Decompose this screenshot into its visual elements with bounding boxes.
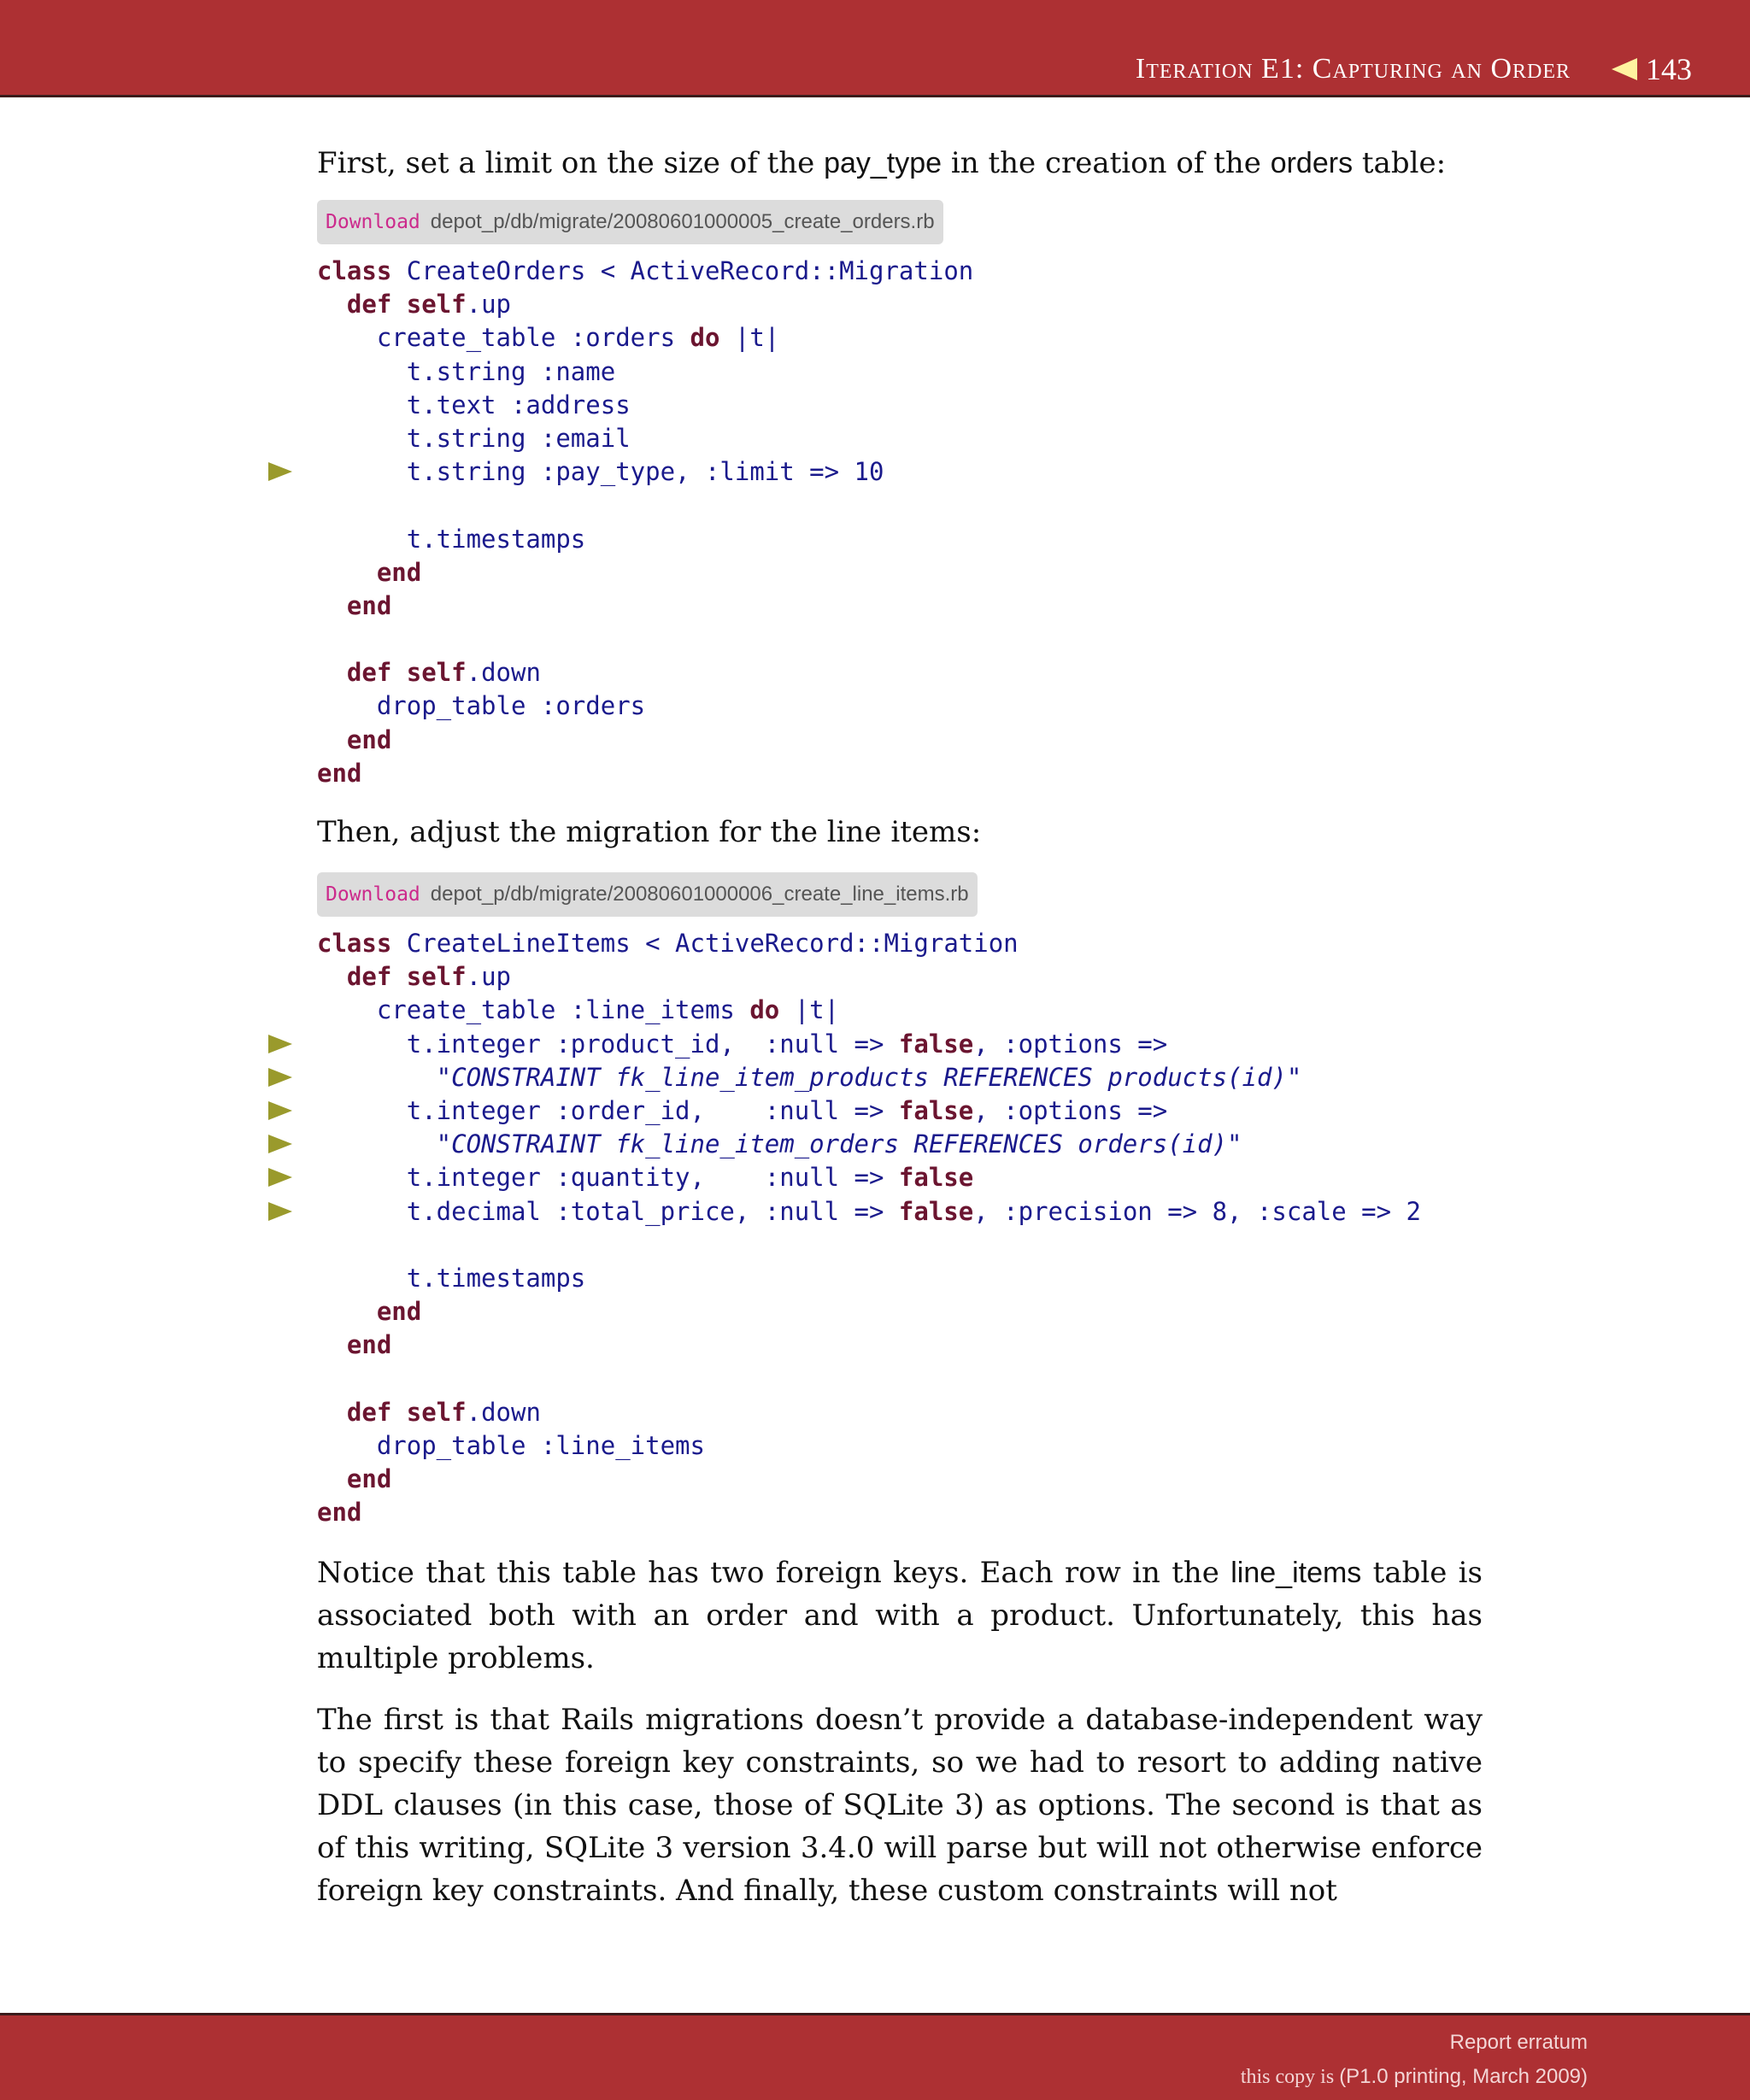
code-line-changed: t.decimal :total_price, :null => false, :precision => 8, :scale => 2 [317, 1195, 1513, 1229]
intro-text: table: [1353, 146, 1447, 180]
code-listing-create-orders [317, 255, 1513, 790]
code-line-blank [317, 1229, 1513, 1262]
code-line: end [317, 758, 362, 788]
copy-info [1241, 2065, 1588, 2089]
code-line: create_table :orders do |t| [317, 323, 780, 353]
code-line: end [317, 724, 392, 754]
paragraph-text: Notice that this table has two foreign keys. Each row in the [317, 1556, 1231, 1590]
code-line-blank [317, 623, 1513, 656]
then-paragraph: Then, adjust the migration for the line items: [317, 815, 982, 849]
code-line-changed: t.integer :product_id, :null => false, :options => [317, 1028, 1513, 1061]
change-marker-icon [268, 1035, 292, 1053]
code-line: create_table :line_items do |t| [317, 995, 840, 1025]
code-line: t.timestamps [317, 1263, 586, 1293]
body-paragraph-foreign-keys [317, 1552, 1483, 1680]
download-bar-create-orders[interactable] [317, 200, 943, 244]
code-line: end [317, 590, 392, 620]
code-line: def self.up [317, 290, 511, 320]
copy-text: this copy is [1240, 2066, 1340, 2088]
report-erratum-link[interactable]: Report erratum [1449, 2031, 1588, 2054]
change-marker-icon [268, 1135, 292, 1153]
printing-info: (P1.0 printing, March 2009) [1339, 2065, 1588, 2088]
change-marker-icon [268, 1202, 292, 1221]
intro-text: First, set a limit on the size of the [317, 146, 825, 180]
code-line: t.timestamps [317, 524, 586, 554]
code-line-blank [317, 1362, 1513, 1395]
code-line-changed: t.integer :quantity, :null => false [317, 1161, 1513, 1194]
body-paragraph-problems: The first is that Rails migrations doesn’t provide a database-independent way to specify these foreign key constraints, so we had to resort to adding native DDL clauses (in this case, those of SQLite 3) as options. The second is that as of this writing, SQLite 3 version 3.4.0 will parse but will not otherwise enforce foreign key constraints. And finally, these custom constraints will not [317, 1703, 1483, 1908]
code-listing-create-line-items [317, 927, 1513, 1529]
code-line: class CreateOrders < ActiveRecord::Migration [317, 256, 974, 285]
chapter-title: Iteration E1: Capturing an Order [1135, 53, 1571, 85]
paragraph-text: table is associated both with an order and with a product. Unfortunately, this has multiple problems. [317, 1556, 1483, 1675]
code-line-changed: t.integer :order_id, :null => false, :options => [317, 1094, 1513, 1128]
download-bar-create-line-items[interactable] [317, 872, 978, 917]
intro-paragraph [317, 142, 1483, 185]
code-line: t.text :address [317, 390, 631, 419]
code-line: end [317, 1498, 362, 1528]
code-line: drop_table :orders [317, 691, 646, 721]
page-footer [0, 2013, 1750, 2100]
inline-code-line-items: line_items [1230, 1557, 1362, 1589]
page-number: 143 [1646, 52, 1692, 86]
code-line: class CreateLineItems < ActiveRecord::Migration [317, 929, 1019, 958]
code-line: t.string :email [317, 423, 631, 453]
code-line-changed: "CONSTRAINT fk_line_item_orders REFERENCES orders(id)" [317, 1128, 1513, 1161]
inline-code-orders: orders [1270, 147, 1354, 179]
code-line: end [317, 1464, 392, 1493]
page-header [0, 0, 1750, 97]
code-line: end [317, 557, 422, 587]
download-path: depot_p/db/migrate/20080601000005_create_orders.rb [430, 210, 935, 233]
download-path: depot_p/db/migrate/20080601000006_create_line_items.rb [430, 883, 969, 906]
code-line: end [317, 1330, 392, 1360]
download-link[interactable]: Download [326, 211, 420, 233]
change-marker-icon [268, 1068, 292, 1087]
back-arrow-icon[interactable] [1612, 58, 1637, 80]
code-line: t.string :name [317, 356, 616, 386]
code-line: drop_table :line_items [317, 1430, 705, 1460]
code-line: end [317, 1297, 422, 1327]
code-line: def self.up [317, 962, 511, 992]
code-line-changed: t.string :pay_type, :limit => 10 [317, 455, 1513, 489]
code-line-blank [317, 489, 1513, 522]
code-line: def self.down [317, 1397, 541, 1427]
inline-code-pay-type: pay_type [824, 147, 943, 179]
code-line-changed: "CONSTRAINT fk_line_item_products REFERENCES products(id)" [317, 1061, 1513, 1094]
change-marker-icon [268, 462, 292, 481]
change-marker-icon [268, 1101, 292, 1120]
intro-text: in the creation of the [942, 146, 1271, 180]
download-link[interactable]: Download [326, 883, 420, 906]
code-line: def self.down [317, 658, 541, 688]
change-marker-icon [268, 1168, 292, 1187]
